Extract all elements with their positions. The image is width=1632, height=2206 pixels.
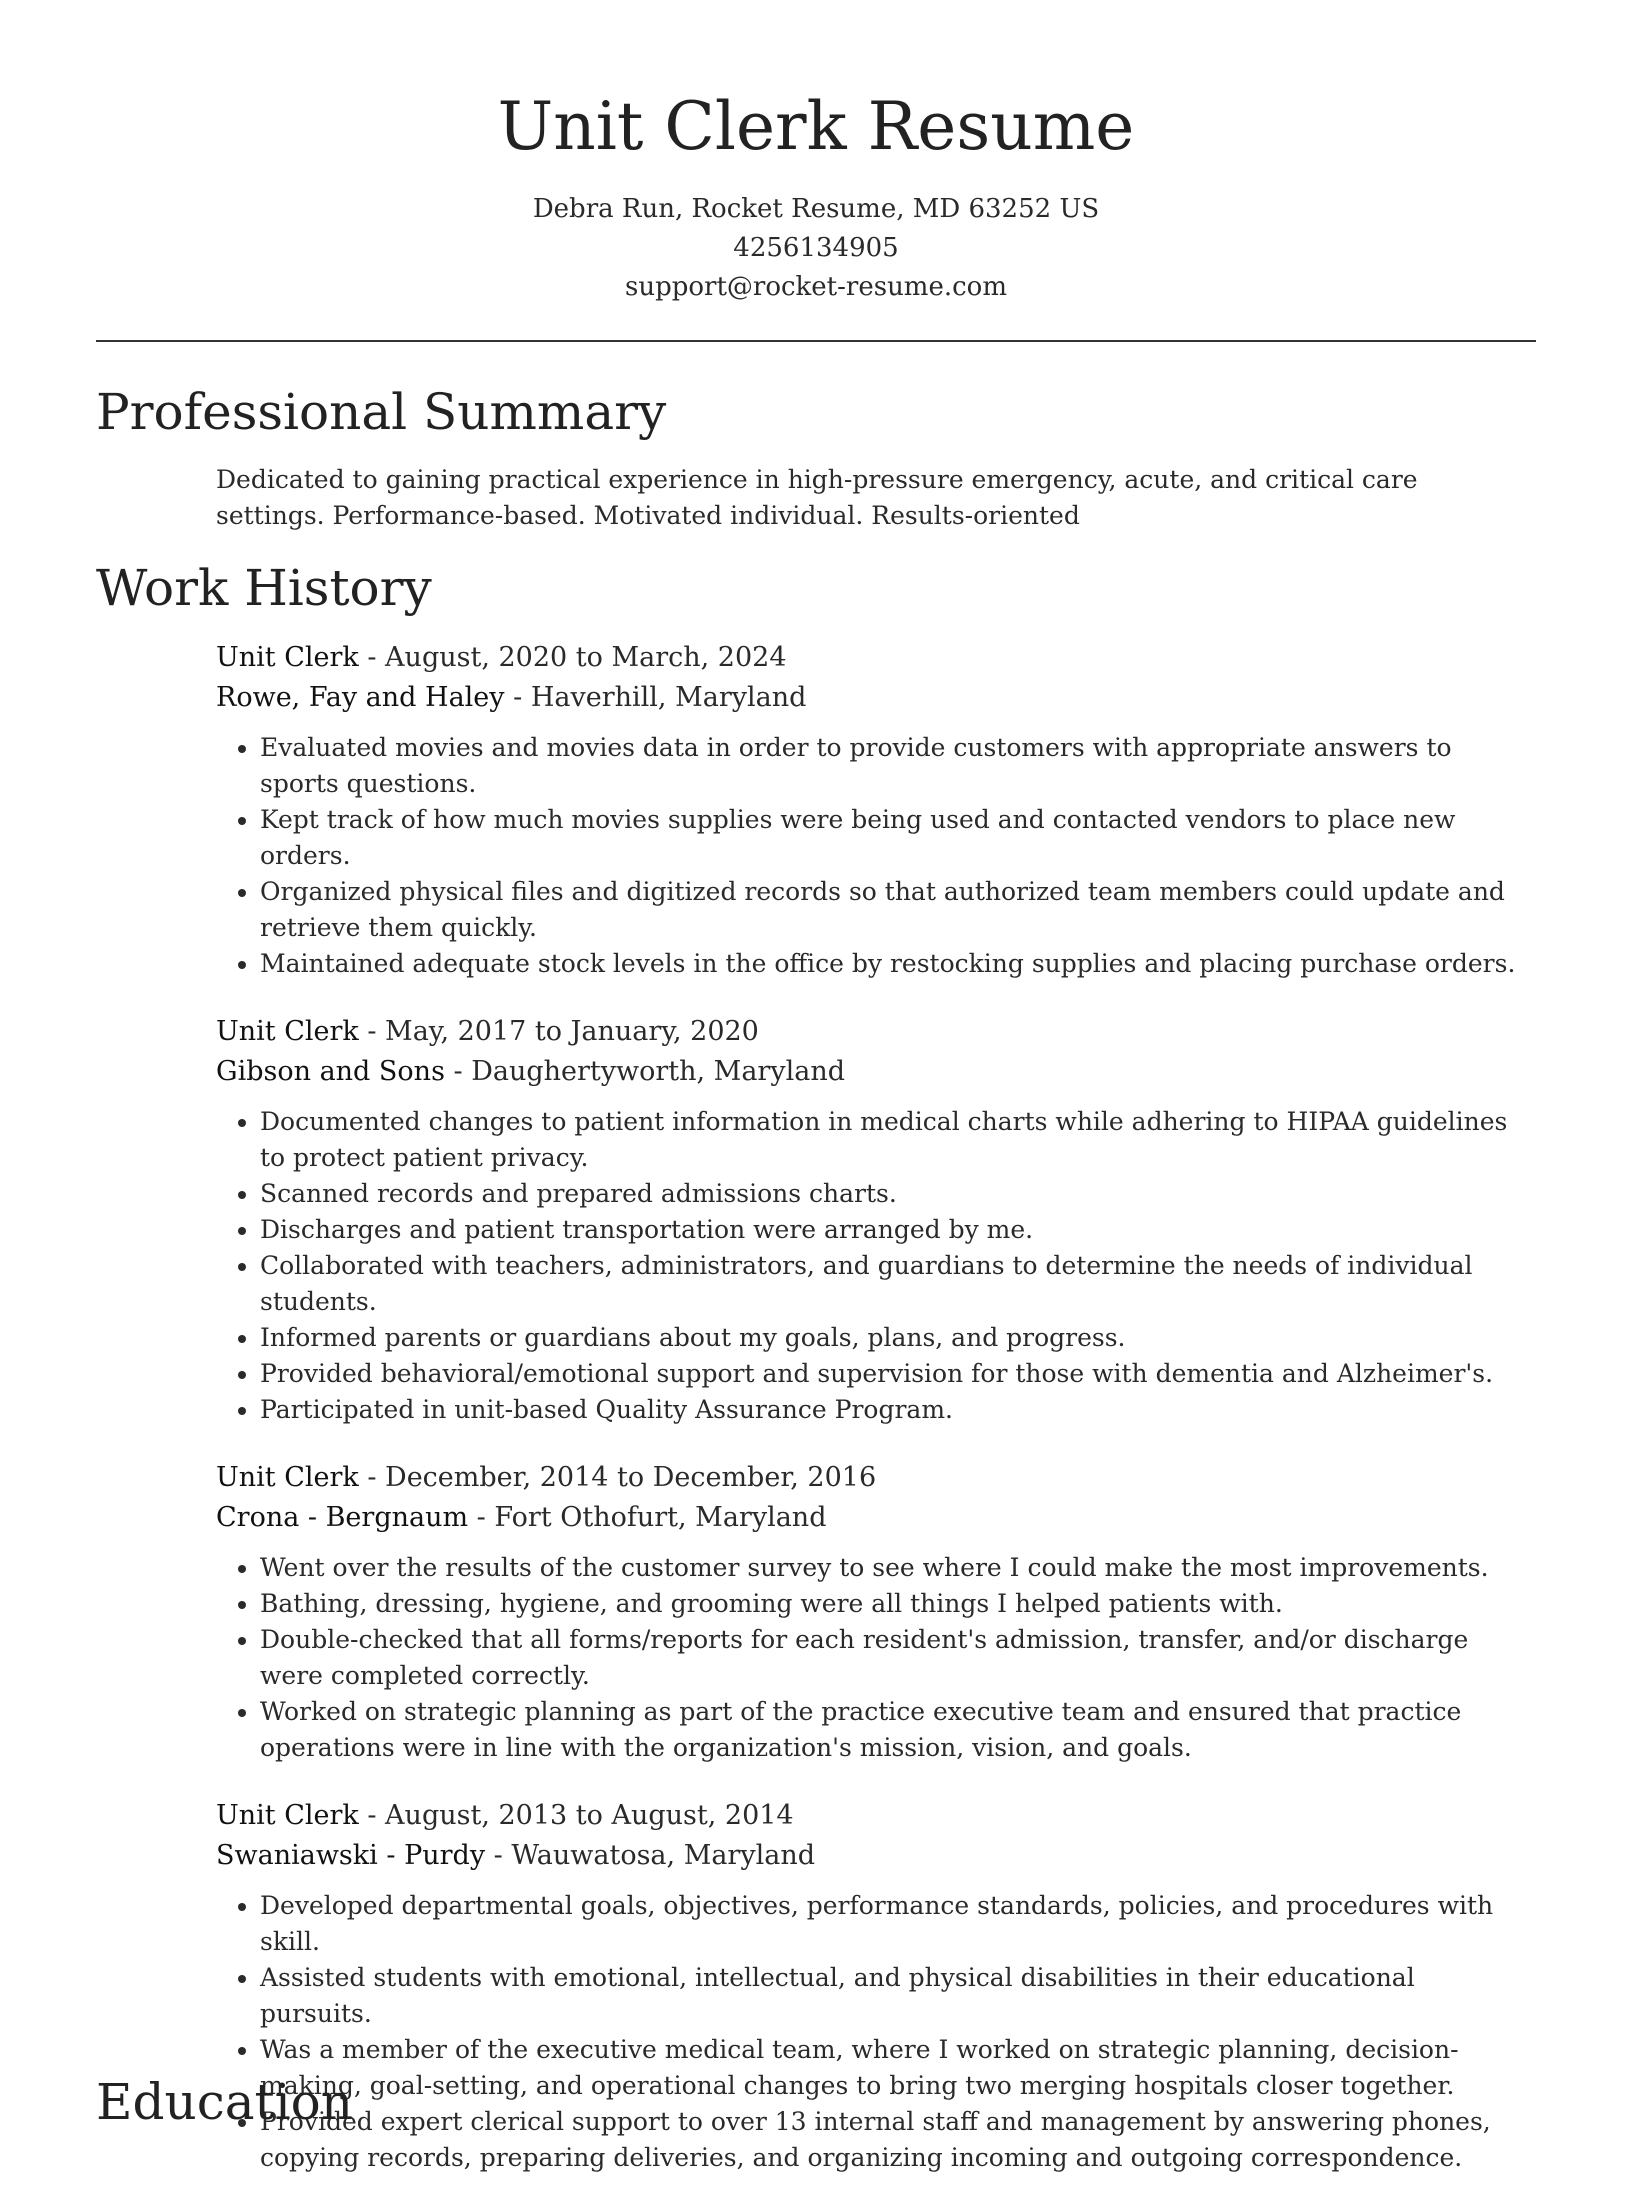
summary-text: Dedicated to gaining practical experience in high-pressure emergency, acute, and critical care settings. Performance-based. Motivated individual. Results-oriented bbox=[216, 465, 1418, 530]
header-divider bbox=[96, 340, 1536, 342]
education-heading: Education bbox=[96, 2073, 353, 2131]
job-bullet: • Documented changes to patient information in medical charts while adhering to HIPAA guidelines to protect patient privacy. bbox=[260, 1104, 1516, 1176]
job-bullet: • Provided expert clerical support to over 13 internal staff and management by answering phones, copying records, preparing deliveries, and organizing incoming and outgoing correspondence. bbox=[260, 2104, 1516, 2176]
contact-phone: 4256134905 bbox=[733, 233, 899, 263]
job-bullet: • Went over the results of the customer survey to see where I could make the most improvements. bbox=[260, 1550, 1516, 1586]
job-employer-line bbox=[216, 1052, 1516, 1092]
job-bullet: • Provided behavioral/emotional support and supervision for those with dementia and Alzheimer's. bbox=[260, 1356, 1516, 1392]
job-employer: Gibson and Sons bbox=[216, 1056, 445, 1087]
job-dates: - December, 2014 to December, 2016 bbox=[358, 1462, 877, 1493]
contact-email: support@rocket-resume.com bbox=[624, 272, 1007, 302]
job-bullet-list bbox=[216, 730, 1516, 982]
job-bullet: • Kept track of how much movies supplies were being used and contacted vendors to place new orders. bbox=[260, 802, 1516, 874]
job-bullet: • Bathing, dressing, hygiene, and grooming were all things I helped patients with. bbox=[260, 1586, 1516, 1622]
job-employer: Crona - Bergnaum bbox=[216, 1502, 469, 1533]
job-bullet: • Scanned records and prepared admissions charts. bbox=[260, 1176, 1516, 1212]
job-location: - Daughertyworth, Maryland bbox=[444, 1056, 845, 1087]
job-bullet: • Developed departmental goals, objectives, performance standards, policies, and procedures with skill. bbox=[260, 1888, 1516, 1960]
job-position: Unit Clerk bbox=[216, 1016, 359, 1047]
job-location: - Wauwatosa, Maryland bbox=[485, 1840, 815, 1871]
job-dates: - August, 2013 to August, 2014 bbox=[358, 1800, 794, 1831]
job-dates: - May, 2017 to January, 2020 bbox=[358, 1016, 759, 1047]
contact-block bbox=[96, 190, 1536, 307]
job-employer-line bbox=[216, 678, 1516, 718]
job-employer-line bbox=[216, 1836, 1516, 1876]
work-history-list bbox=[216, 638, 1516, 2206]
job-position: Unit Clerk bbox=[216, 1800, 359, 1831]
job-bullet: • Was a member of the executive medical team, where I worked on strategic planning, decision-making, goal-setting, and operational changes to bring two merging hospitals closer together. bbox=[260, 2032, 1516, 2104]
job-bullet-list bbox=[216, 1888, 1516, 2176]
job-entry bbox=[216, 1458, 1516, 1766]
job-bullet: • Discharges and patient transportation were arranged by me. bbox=[260, 1212, 1516, 1248]
job-bullet: • Informed parents or guardians about my goals, plans, and progress. bbox=[260, 1320, 1516, 1356]
job-title-line bbox=[216, 638, 1516, 678]
job-bullet: • Evaluated movies and movies data in order to provide customers with appropriate answers to sports questions. bbox=[260, 730, 1516, 802]
job-position: Unit Clerk bbox=[216, 1462, 359, 1493]
job-position: Unit Clerk bbox=[216, 642, 359, 673]
job-location: - Fort Othofurt, Maryland bbox=[468, 1502, 827, 1533]
job-title-line bbox=[216, 1796, 1516, 1836]
job-employer: Swaniawski - Purdy bbox=[216, 1840, 486, 1871]
contact-address: Debra Run, Rocket Resume, MD 63252 US bbox=[532, 194, 1100, 224]
job-entry bbox=[216, 1796, 1516, 2176]
summary-heading: Professional Summary bbox=[96, 383, 667, 441]
job-bullet: • Collaborated with teachers, administrators, and guardians to determine the needs of individual students. bbox=[260, 1248, 1516, 1320]
job-bullet: • Double-checked that all forms/reports for each resident's admission, transfer, and/or discharge were completed correctly. bbox=[260, 1622, 1516, 1694]
job-bullet-list bbox=[216, 1104, 1516, 1428]
job-dates: - August, 2020 to March, 2024 bbox=[358, 642, 787, 673]
job-title-line bbox=[216, 1458, 1516, 1498]
job-employer-line bbox=[216, 1498, 1516, 1538]
job-entry bbox=[216, 1012, 1516, 1428]
work-history-heading: Work History bbox=[96, 559, 432, 617]
job-bullet: • Assisted students with emotional, intellectual, and physical disabilities in their educational pursuits. bbox=[260, 1960, 1516, 2032]
resume-title: Unit Clerk Resume bbox=[497, 88, 1135, 165]
job-bullet: • Maintained adequate stock levels in the office by restocking supplies and placing purchase orders. bbox=[260, 946, 1516, 982]
job-bullet: • Worked on strategic planning as part of the practice executive team and ensured that practice operations were in line with the organization's mission, vision, and goals. bbox=[260, 1694, 1516, 1766]
job-location: - Haverhill, Maryland bbox=[504, 682, 807, 713]
job-employer: Rowe, Fay and Haley bbox=[216, 682, 505, 713]
job-bullet: • Organized physical files and digitized records so that authorized team members could update and retrieve them quickly. bbox=[260, 874, 1516, 946]
job-title-line bbox=[216, 1012, 1516, 1052]
job-entry bbox=[216, 638, 1516, 982]
job-bullet: • Participated in unit-based Quality Assurance Program. bbox=[260, 1392, 1516, 1428]
job-bullet-list bbox=[216, 1550, 1516, 1766]
